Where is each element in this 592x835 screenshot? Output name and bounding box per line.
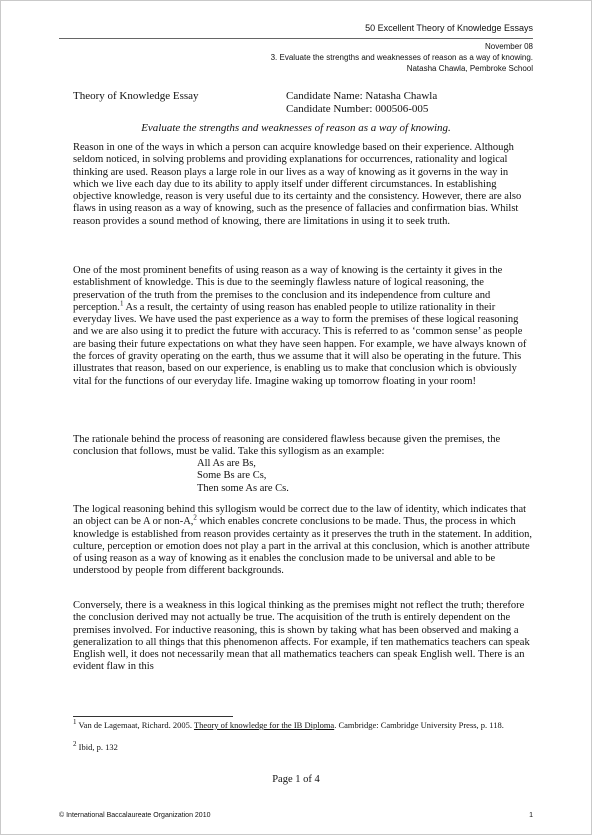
footnote-1-number: 1 (73, 718, 77, 727)
candidate-info (286, 90, 437, 115)
paragraph-5-text: Conversely, there is a weakness in this logical thinking as the premises might not reflect the truth; therefore the conclusion derived may not actually be true. The acquisition of the truth is entirely dependent on the premises involved. For inductive reasoning, this is shown by taking what has been observed and making a generalization to all things that this phenomenon affects. For example, if ten mathematics teachers can speak English well, it does not necessarily mean that all mathematics teachers can speak English well. There is an evident flaw in this (73, 600, 530, 673)
page-number: Page 1 of 4 (272, 774, 320, 785)
syllogism (197, 458, 289, 495)
paragraph-3-text: The rationale behind the process of reasoning are considered flawless because given the premises, the conclusion that follows, must be valid. Take this syllogism as an example: (73, 434, 501, 458)
paragraph-2-text-b: As a result, the certainty of using reason has enabled people to utilize rationality in their everyday lives. We have used the past experience as a way to form the premises of these logical reasoning and we are also using it to predict the future with accuracy. This is referred to as ‘common sense’ as people are basing their future expectations on what they have seen happen. For example, we have always known of the forces of gravity operating on the earth, thus we assume that it will also be operating in the future. This illustrates that reason, based on our experience, is enabling us to make that conclusion which is obviously vital for the functions of our everyday life. Imagine waking up tomorrow floating in your room! (73, 301, 527, 387)
candidate-name: Candidate Name: Natasha Chawla (286, 90, 438, 102)
paragraph-1 (73, 142, 533, 228)
footnote-1-post: . Cambridge: Cambridge University Press, p. 118. (334, 720, 504, 730)
footnote-2-number: 2 (73, 740, 77, 749)
essay-question: Evaluate the strengths and weaknesses of reason as a way of knowing. (141, 122, 451, 134)
paragraph-5 (73, 600, 533, 674)
footer-sheet-number: 1 (529, 812, 533, 819)
paragraph-3 (73, 434, 533, 459)
footnote-1-book-title: Theory of knowledge for the IB Diploma (193, 720, 335, 730)
footnote-1 (73, 720, 523, 730)
footnote-ref-1[interactable]: 1 (119, 299, 124, 308)
paragraph-1-text: Reason in one of the ways in which a person can acquire knowledge based on their experience. Although seldom noticed, in solving problems and providing explanations for occurrences, rationality and logical thinking are used. Reason plays a large role in our lives as a way of knowing as it governs in the way in which we live each day due to its ability to apply itself under different circumstances. In establishing objective knowledge, reason is very useful due to its certainty and the consistency. However, there are also flaws in using reason as a way of knowing, such as the presence of fallacies and confirmation bias. Whilst reason provides a sound method of knowing, there are limitations in using it to seek truth. (73, 142, 522, 227)
footnote-2-text: Ibid, p. 132 (76, 742, 118, 752)
header-question: 3. Evaluate the strengths and weaknesses of reason as a way of knowing. (270, 53, 533, 62)
candidate-number: Candidate Number: 000506-005 (286, 102, 429, 115)
header-date: November 08 (484, 42, 533, 51)
syllogism-line-3: Then some As are Cs. (197, 482, 289, 494)
header-divider (59, 38, 533, 39)
paragraph-2 (73, 265, 533, 388)
essay-heading: Theory of Knowledge Essay (73, 90, 199, 102)
footnote-2 (73, 742, 523, 752)
running-header-title: 50 Excellent Theory of Knowledge Essays (365, 23, 533, 33)
header-author: Natasha Chawla, Pembroke School (406, 64, 533, 73)
syllogism-line-1: All As are Bs, (197, 458, 256, 469)
footer-copyright: © International Baccalaureate Organization 2010 (59, 812, 211, 819)
paragraph-4-text-b: which enables concrete conclusions to be made. Thus, the process in which knowledge is established from reason provides certainty as it preserves the truth in the statement. In addition, culture, perception or emotion does not play a part in the arrival at this conclusion, which is another attribute of using reason as a way of knowing as it enables the conclusion made to be universal and able to be understood by people from different backgrounds. (73, 516, 532, 577)
footnote-1-pre: Van de Lagemaat, Richard. 2005. (76, 720, 194, 730)
paragraph-4-text-a: The logical reasoning behind this syllogism would be correct due to the law of identity, which indicates that an object can be A or non-A, (73, 504, 527, 528)
footnote-divider (73, 716, 233, 717)
paragraph-4 (73, 504, 533, 578)
footnote-ref-2[interactable]: 2 (193, 513, 197, 522)
paragraph-2-text-a: One of the most prominent benefits of using reason as a way of knowing is the certainty it gives in the establishment of knowledge. This is due to the seemingly flawless nature of logical reasoning, the preservation of the truth from the premises to the conclusion and its independence from culture and perception. (73, 265, 503, 313)
syllogism-line-2: Some Bs are Cs, (197, 470, 267, 482)
